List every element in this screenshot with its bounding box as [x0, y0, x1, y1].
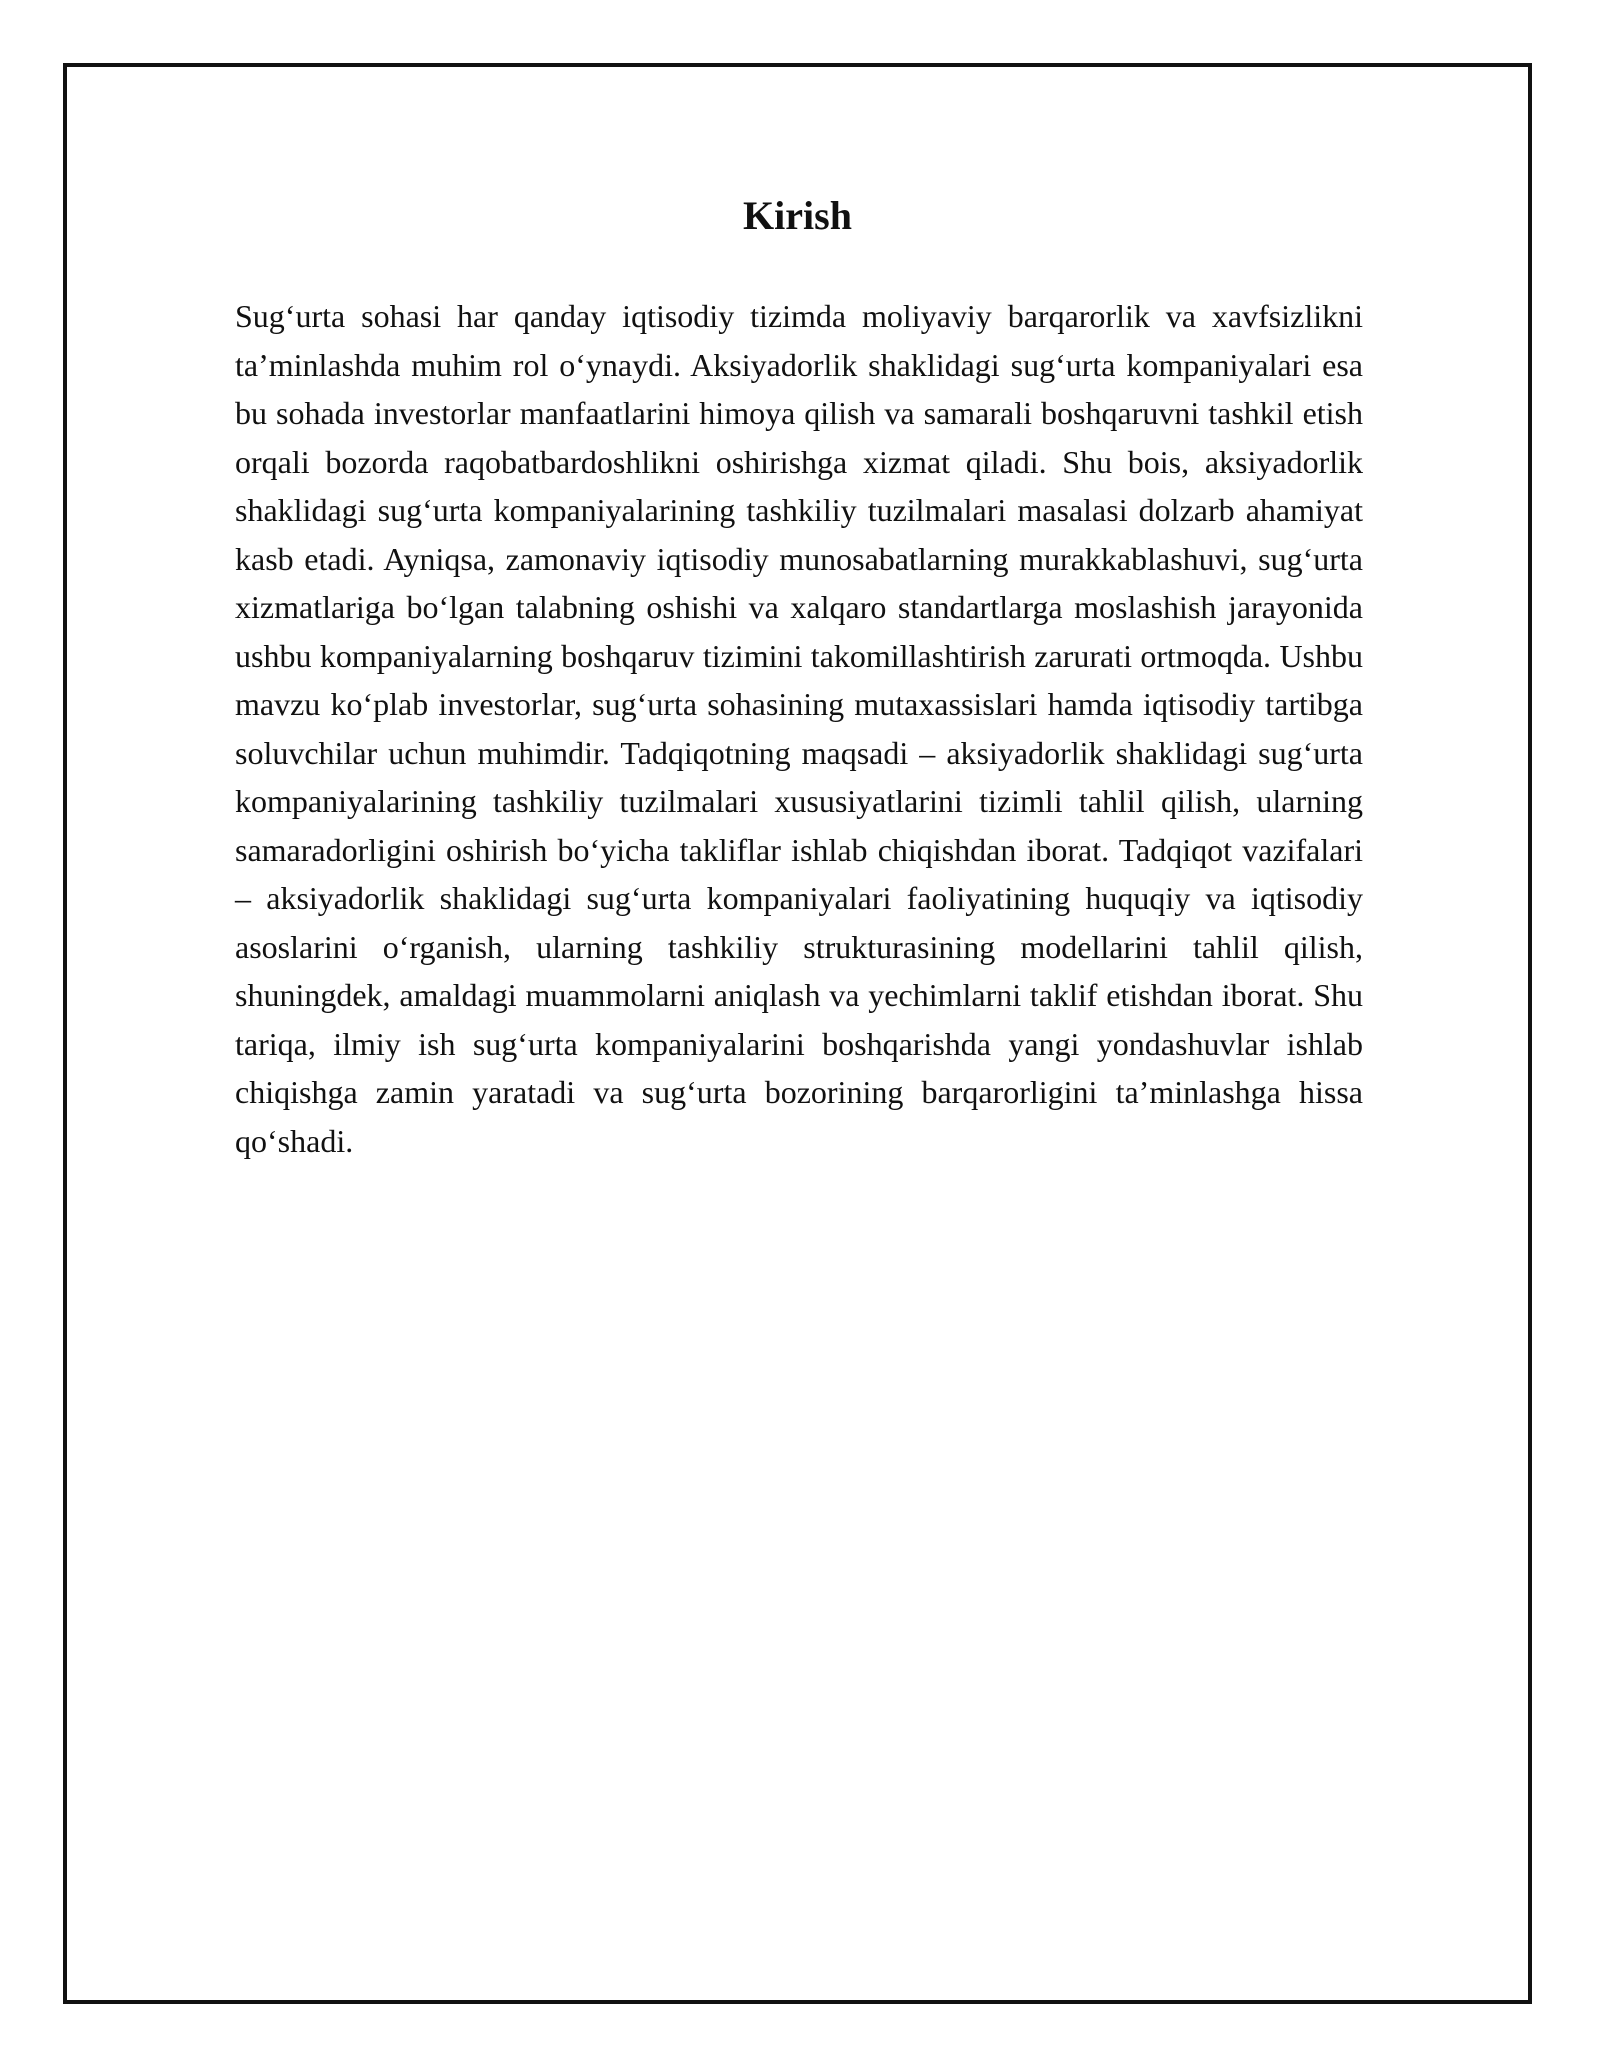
page-border — [63, 63, 1532, 2004]
body-paragraph: Sug‘urta sohasi har qanday iqtisodiy tizimda moliyaviy barqarorlik va xavfsizlikni ta’minlashda muhim rol o‘ynaydi. Aksiyadorlik shaklidagi sug‘urta kompaniyalari esa bu sohada investorlar manfaatlarini himoya qilish va samarali boshqaruvni tashkil etish orqali bozorda raqobatbardoshlikni oshirishga xizmat qiladi. Shu bois, aksiyadorlik shaklidagi sug‘urta kompaniyalarining tashkiliy tuzilmalari masalasi dolzarb ahamiyat kasb etadi. Ayniqsa, zamonaviy iqtisodiy munosabatlarning murakkablashuvi, sug‘urta xizmatlariga bo‘lgan talabning oshishi va xalqaro standartlarga moslashish jarayonida ushbu kompaniyalarning boshqaruv tizimini takomillashtirish zarurati ortmoqda. Ushbu mavzu ko‘plab investorlar, sug‘urta sohasining mutaxassislari hamda iqtisodiy tartibga soluvchilar uchun muhimdir. Tadqiqotning maqsadi – aksiyadorlik shaklidagi sug‘urta kompaniyalarining tashkiliy tuzilmalari xususiyatlarini tizimli tahlil qilish, ularning samaradorligini oshirish bo‘yicha takliflar ishlab chiqishdan iborat. Tadqiqot vazifalari – aksiyadorlik shaklidagi sug‘urta kompaniyalari faoliyatining huquqiy va iqtisodiy asoslarini o‘rganish, ularning tashkiliy strukturasining modellarini tahlil qilish, shuningdek, amaldagi muammolarni aniqlash va yechimlarni taklif etishdan iborat. Shu tariqa, ilmiy ish sug‘urta kompaniyalarini boshqarishda yangi yondashuvlar ishlab chiqishga zamin yaratadi va sug‘urta bozorining barqarorligini ta’minlashga hissa qo‘shadi. — [235, 298, 1363, 1159]
page-title: Kirish — [743, 193, 852, 238]
